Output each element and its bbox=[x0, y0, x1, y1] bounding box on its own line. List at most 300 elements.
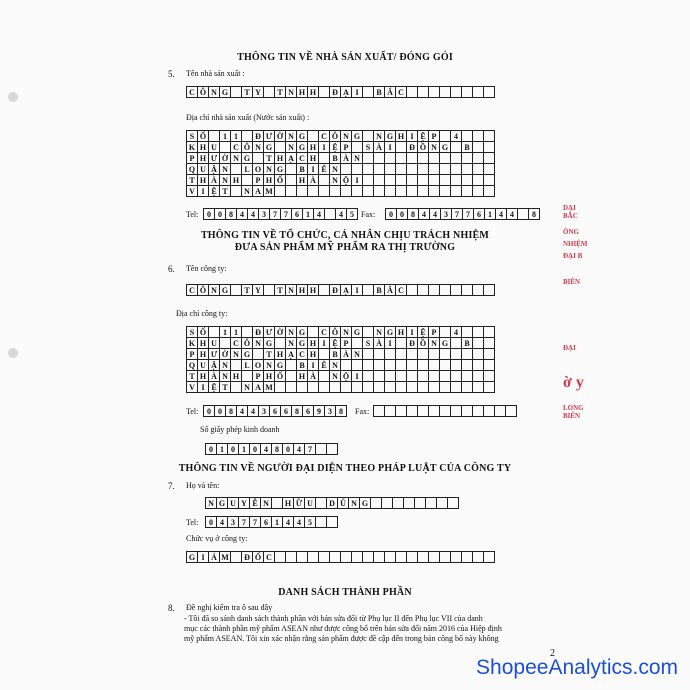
grid-cell: N bbox=[285, 86, 297, 98]
grid-cell: G bbox=[359, 497, 371, 509]
grid-cell: 1 bbox=[219, 326, 231, 338]
grid-cell: 1 bbox=[302, 208, 314, 220]
grid-cell: À bbox=[340, 152, 352, 164]
grid-cell: Ờ bbox=[219, 348, 231, 360]
grid-cell: H bbox=[307, 284, 319, 296]
grid-cell: B bbox=[296, 359, 308, 371]
grid-cell: T bbox=[241, 86, 253, 98]
grid-cell: S bbox=[186, 326, 198, 338]
grid-cell: I bbox=[307, 163, 319, 175]
grid-cell: P bbox=[252, 174, 264, 186]
grid-cell: 4 bbox=[293, 443, 305, 455]
grid-cell: Ắ bbox=[384, 86, 396, 98]
grid-cell: Ờ bbox=[219, 152, 231, 164]
business-license-label: Số giấy phép kinh doanh bbox=[200, 425, 280, 434]
grid-cell: Ê bbox=[318, 163, 330, 175]
grid-cell: T bbox=[186, 370, 198, 382]
grid-cell: B bbox=[296, 163, 308, 175]
grid-cell: 3 bbox=[440, 208, 452, 220]
grid-cell: 6 bbox=[473, 208, 485, 220]
grid-cell: H bbox=[395, 130, 407, 142]
grid-cell: P bbox=[340, 337, 352, 349]
grid-cell: Ố bbox=[252, 551, 264, 563]
grid-cell: T bbox=[263, 348, 275, 360]
grid-cell: N bbox=[241, 185, 253, 197]
manufacturer-fax-label: Fax: bbox=[361, 210, 376, 219]
grid-cell: I bbox=[307, 359, 319, 371]
grid-cell: 0 bbox=[249, 443, 261, 455]
grid-cell: 0 bbox=[227, 443, 239, 455]
grid-cell: B bbox=[329, 152, 341, 164]
grid-cell: H bbox=[307, 152, 319, 164]
company-name-label: Tên công ty: bbox=[186, 264, 227, 273]
manufacturer-fax-grid bbox=[385, 208, 539, 220]
grid-cell: T bbox=[219, 381, 231, 393]
grid-cell: B bbox=[329, 348, 341, 360]
grid-cell: M bbox=[219, 551, 231, 563]
grid-cell: 4 bbox=[247, 405, 259, 417]
grid-cell: C bbox=[318, 130, 330, 142]
grid-cell: I bbox=[351, 284, 363, 296]
grid-cell: Đ bbox=[252, 326, 264, 338]
manufacturer-address-grid bbox=[186, 130, 494, 196]
grid-cell: 7 bbox=[280, 208, 292, 220]
grid-cell: S bbox=[186, 130, 198, 142]
grid-cell: 1 bbox=[238, 443, 250, 455]
grid-cell: N bbox=[329, 163, 341, 175]
grid-cell: Ố bbox=[274, 174, 286, 186]
grid-cell: À bbox=[307, 174, 319, 186]
grid-cell: Ô bbox=[197, 86, 209, 98]
grid-cell: 7 bbox=[249, 516, 261, 528]
grid-cell: 8 bbox=[271, 443, 283, 455]
grid-cell: G bbox=[351, 130, 363, 142]
grid-cell: I bbox=[197, 185, 209, 197]
grid-cell: 7 bbox=[269, 208, 281, 220]
grid-cell: T bbox=[274, 284, 286, 296]
grid-cell: Ệ bbox=[208, 381, 220, 393]
grid-cell: H bbox=[197, 141, 209, 153]
grid-cell: I bbox=[197, 381, 209, 393]
grid-cell: 3 bbox=[258, 405, 270, 417]
grid-cell: C bbox=[186, 86, 198, 98]
declaration-line-1: - Tôi đã so sánh danh sách thành phần với bản sửa đổi từ Phụ lục II đến Phụ lục VII của danh bbox=[184, 614, 483, 623]
grid-cell: Ô bbox=[329, 326, 341, 338]
grid-cell: C bbox=[296, 348, 308, 360]
representative-name-grid bbox=[205, 497, 458, 509]
grid-cell: P bbox=[186, 152, 198, 164]
representative-position-grid bbox=[186, 551, 494, 563]
grid-cell: Ư bbox=[208, 152, 220, 164]
grid-cell: P bbox=[186, 348, 198, 360]
grid-cell: G bbox=[351, 326, 363, 338]
grid-cell: G bbox=[219, 86, 231, 98]
grid-cell: I bbox=[406, 326, 418, 338]
grid-cell: N bbox=[285, 326, 297, 338]
grid-cell: Q bbox=[186, 163, 198, 175]
grid-cell: T bbox=[274, 86, 286, 98]
grid-cell: 0 bbox=[205, 443, 217, 455]
grid-cell: Ũ bbox=[337, 497, 349, 509]
manufacturer-tel-grid bbox=[203, 208, 357, 220]
grid-cell: 4 bbox=[247, 208, 259, 220]
grid-cell: P bbox=[428, 130, 440, 142]
grid-cell: I bbox=[318, 337, 330, 349]
grid-cell: I bbox=[318, 141, 330, 153]
grid-cell: Ố bbox=[197, 326, 209, 338]
grid-cell: 1 bbox=[219, 130, 231, 142]
grid-cell: 1 bbox=[216, 443, 228, 455]
grid-cell: 7 bbox=[304, 443, 316, 455]
grid-cell: Ư bbox=[263, 130, 275, 142]
grid-cell: U bbox=[208, 141, 220, 153]
grid-cell: I bbox=[197, 551, 209, 563]
grid-cell: Ô bbox=[329, 130, 341, 142]
grid-cell: O bbox=[252, 359, 264, 371]
grid-cell: Ố bbox=[197, 130, 209, 142]
grid-cell: Ư bbox=[263, 326, 275, 338]
grid-cell: Ệ bbox=[208, 185, 220, 197]
address-line bbox=[186, 185, 494, 197]
grid-cell: H bbox=[263, 370, 275, 382]
grid-cell: I bbox=[384, 337, 396, 349]
grid-cell: 6 bbox=[302, 405, 314, 417]
representative-heading: THÔNG TIN VỀ NGƯỜI ĐẠI DIỆN THEO PHÁP LUẬT CỦA CÔNG TY bbox=[178, 463, 512, 474]
grid-cell: G bbox=[274, 163, 286, 175]
grid-cell: Đ bbox=[406, 337, 418, 349]
grid-cell: T bbox=[219, 185, 231, 197]
grid-cell: À bbox=[373, 141, 385, 153]
grid-cell: C bbox=[318, 326, 330, 338]
grid-cell: À bbox=[208, 370, 220, 382]
grid-cell: 8 bbox=[225, 405, 237, 417]
grid-cell: Đ bbox=[406, 141, 418, 153]
grid-cell: Ệ bbox=[329, 337, 341, 349]
grid-cell: Ồ bbox=[417, 337, 429, 349]
company-tel-label: Tel: bbox=[186, 407, 199, 416]
grid-cell bbox=[447, 497, 459, 509]
grid-cell: L bbox=[241, 359, 253, 371]
grid-cell: Ờ bbox=[274, 130, 286, 142]
grid-cell: Ậ bbox=[208, 359, 220, 371]
grid-cell: N bbox=[351, 152, 363, 164]
grid-cell: Ữ bbox=[293, 497, 305, 509]
check-box-instruction: Đề nghị kiểm tra ô sau đây bbox=[186, 603, 273, 612]
grid-cell: 4 bbox=[450, 130, 462, 142]
grid-cell: Ạ bbox=[285, 152, 297, 164]
grid-cell: G bbox=[241, 348, 253, 360]
grid-cell: Ồ bbox=[417, 141, 429, 153]
page-number: 2 bbox=[550, 648, 555, 659]
red-stamp-fragment: ờ y bbox=[563, 374, 584, 391]
grid-cell: 4 bbox=[450, 326, 462, 338]
grid-cell: 0 bbox=[385, 208, 397, 220]
grid-cell: N bbox=[348, 497, 360, 509]
grid-cell: I bbox=[406, 130, 418, 142]
grid-cell: G bbox=[241, 152, 253, 164]
grid-cell: À bbox=[307, 370, 319, 382]
grid-cell: N bbox=[329, 174, 341, 186]
red-stamp-fragment: ÔNG bbox=[563, 228, 579, 236]
grid-cell: G bbox=[296, 141, 308, 153]
grid-cell: G bbox=[296, 326, 308, 338]
grid-cell: C bbox=[296, 152, 308, 164]
red-stamp-fragment: DẠI BẮC bbox=[563, 204, 578, 220]
grid-cell bbox=[483, 284, 495, 296]
grid-cell: Đ bbox=[252, 130, 264, 142]
grid-cell: N bbox=[285, 337, 297, 349]
grid-cell: 4 bbox=[236, 208, 248, 220]
business-license-grid bbox=[205, 443, 337, 455]
grid-cell: U bbox=[197, 163, 209, 175]
grid-cell: C bbox=[230, 141, 242, 153]
grid-cell: G bbox=[219, 284, 231, 296]
grid-cell: L bbox=[241, 163, 253, 175]
grid-cell: G bbox=[439, 141, 451, 153]
grid-cell: Á bbox=[208, 551, 220, 563]
grid-cell: N bbox=[340, 130, 352, 142]
grid-cell: N bbox=[428, 141, 440, 153]
grid-cell: N bbox=[260, 497, 272, 509]
grid-cell: Q bbox=[186, 359, 198, 371]
grid-cell: 4 bbox=[418, 208, 430, 220]
grid-cell: 0 bbox=[203, 208, 215, 220]
grid-cell: N bbox=[208, 86, 220, 98]
red-stamp-fragment: LONG BIÊN bbox=[563, 404, 584, 420]
grid-cell: 4 bbox=[293, 516, 305, 528]
grid-cell: 8 bbox=[335, 405, 347, 417]
grid-cell: 4 bbox=[216, 516, 228, 528]
grid-cell: 6 bbox=[260, 516, 272, 528]
grid-cell: N bbox=[219, 163, 231, 175]
grid-cell: 9 bbox=[313, 405, 325, 417]
grid-cell: 3 bbox=[227, 516, 239, 528]
grid-cell: G bbox=[186, 551, 198, 563]
ingredients-heading: DANH SÁCH THÀNH PHẦN bbox=[278, 587, 412, 598]
grid-cell: K bbox=[186, 141, 198, 153]
grid-cell: H bbox=[307, 141, 319, 153]
grid-cell: P bbox=[340, 141, 352, 153]
grid-cell: C bbox=[395, 284, 407, 296]
grid-cell: U bbox=[197, 359, 209, 371]
grid-cell: T bbox=[186, 174, 198, 186]
grid-cell: Đ bbox=[329, 86, 341, 98]
grid-cell: S bbox=[362, 337, 374, 349]
section-6-number: 6. bbox=[168, 264, 175, 274]
grid-cell: H bbox=[197, 337, 209, 349]
grid-cell: N bbox=[285, 284, 297, 296]
manufacturer-heading: THÔNG TIN VỀ NHÀ SẢN XUẤT/ ĐÓNG GÓI bbox=[237, 52, 453, 63]
grid-cell: D bbox=[326, 497, 338, 509]
grid-cell: H bbox=[274, 152, 286, 164]
grid-cell: V bbox=[186, 381, 198, 393]
grid-cell: H bbox=[296, 174, 308, 186]
grid-cell: 6 bbox=[291, 208, 303, 220]
grid-cell: 0 bbox=[214, 405, 226, 417]
section-8-number: 8. bbox=[168, 603, 175, 613]
grid-cell: P bbox=[428, 326, 440, 338]
declaration-line-3: mỹ phẩm ASEAN. Tôi xin xác nhận rằng sản phẩm được đề cập đến trong bản công bố này không bbox=[184, 634, 499, 643]
grid-cell: I bbox=[384, 141, 396, 153]
grid-cell: 5 bbox=[304, 516, 316, 528]
grid-cell: À bbox=[340, 348, 352, 360]
grid-cell: H bbox=[307, 337, 319, 349]
grid-cell: 0 bbox=[214, 208, 226, 220]
grid-cell: G bbox=[384, 130, 396, 142]
grid-cell: Y bbox=[252, 86, 264, 98]
grid-cell: G bbox=[216, 497, 228, 509]
grid-cell: N bbox=[285, 141, 297, 153]
company-fax-label: Fax: bbox=[355, 407, 370, 416]
grid-cell: N bbox=[205, 497, 217, 509]
grid-cell: G bbox=[263, 141, 275, 153]
grid-cell bbox=[505, 405, 517, 417]
company-name-grid bbox=[186, 284, 494, 296]
grid-cell: À bbox=[373, 337, 385, 349]
grid-cell: Ệ bbox=[329, 141, 341, 153]
grid-cell: 4 bbox=[495, 208, 507, 220]
grid-cell: N bbox=[329, 359, 341, 371]
grid-cell: H bbox=[230, 174, 242, 186]
grid-cell: H bbox=[197, 152, 209, 164]
grid-cell: 7 bbox=[451, 208, 463, 220]
grid-cell: N bbox=[241, 381, 253, 393]
grid-cell: N bbox=[285, 130, 297, 142]
grid-cell: H bbox=[296, 86, 308, 98]
grid-cell: 8 bbox=[528, 208, 540, 220]
grid-cell: Ờ bbox=[274, 326, 286, 338]
grid-cell: N bbox=[373, 130, 385, 142]
grid-cell: U bbox=[227, 497, 239, 509]
grid-cell: U bbox=[304, 497, 316, 509]
grid-cell: C bbox=[186, 284, 198, 296]
grid-cell: H bbox=[307, 348, 319, 360]
grid-cell: H bbox=[307, 86, 319, 98]
grid-cell: Ô bbox=[241, 337, 253, 349]
grid-cell: V bbox=[186, 185, 198, 197]
red-stamp-fragment: ĐẠI bbox=[563, 344, 576, 352]
grid-cell: Ố bbox=[274, 370, 286, 382]
grid-cell: Ộ bbox=[340, 174, 352, 186]
grid-cell: Ạ bbox=[340, 284, 352, 296]
grid-cell: 6 bbox=[280, 405, 292, 417]
grid-cell: 4 bbox=[260, 443, 272, 455]
grid-cell: Ô bbox=[197, 284, 209, 296]
grid-cell: U bbox=[208, 337, 220, 349]
responsible-heading: THÔNG TIN VỀ TỔ CHỨC, CÁ NHÂN CHỊU TRÁCH NHIỆM bbox=[200, 230, 490, 241]
grid-cell: Ậ bbox=[208, 163, 220, 175]
company-tel-grid bbox=[203, 405, 346, 417]
grid-cell: 0 bbox=[205, 516, 217, 528]
grid-cell: I bbox=[351, 174, 363, 186]
company-address-grid bbox=[186, 326, 494, 392]
grid-cell: N bbox=[252, 337, 264, 349]
grid-cell: 4 bbox=[282, 516, 294, 528]
section-5-number: 5. bbox=[168, 69, 175, 79]
grid-cell: Đ bbox=[241, 551, 253, 563]
red-stamp-fragment: BIÊN bbox=[563, 278, 581, 286]
grid-cell: N bbox=[230, 348, 242, 360]
grid-cell: 8 bbox=[291, 405, 303, 417]
grid-cell: Đ bbox=[329, 284, 341, 296]
grid-cell: N bbox=[263, 359, 275, 371]
grid-cell: G bbox=[296, 130, 308, 142]
manufacturer-name-grid bbox=[186, 86, 494, 98]
punch-hole bbox=[8, 92, 18, 102]
grid-cell: G bbox=[384, 326, 396, 338]
grid-cell: Ô bbox=[241, 141, 253, 153]
address-line bbox=[186, 381, 494, 393]
grid-cell: 4 bbox=[236, 405, 248, 417]
grid-cell: H bbox=[197, 174, 209, 186]
grid-cell: 1 bbox=[271, 516, 283, 528]
red-stamp-fragment: NHIỆM bbox=[563, 240, 588, 248]
grid-cell: N bbox=[428, 337, 440, 349]
grid-cell: G bbox=[263, 337, 275, 349]
grid-cell: N bbox=[252, 141, 264, 153]
grid-cell: N bbox=[373, 326, 385, 338]
grid-cell: Ạ bbox=[340, 86, 352, 98]
grid-cell: Ê bbox=[318, 359, 330, 371]
grid-cell: N bbox=[219, 359, 231, 371]
grid-cell: Ạ bbox=[285, 348, 297, 360]
grid-cell: H bbox=[230, 370, 242, 382]
grid-cell: T bbox=[263, 152, 275, 164]
grid-cell: 5 bbox=[346, 208, 358, 220]
manufacturer-tel-label: Tel: bbox=[186, 210, 199, 219]
grid-cell: 1 bbox=[484, 208, 496, 220]
grid-cell: 0 bbox=[203, 405, 215, 417]
grid-cell: G bbox=[274, 359, 286, 371]
grid-cell: N bbox=[230, 152, 242, 164]
grid-cell bbox=[326, 443, 338, 455]
declaration-line-2: mục các thành phần mỹ phẩm ASEAN như được công bố trên bản sửa đổi năm 2016 của Hiệp định bbox=[184, 624, 502, 633]
grid-cell: H bbox=[197, 348, 209, 360]
grid-cell: G bbox=[439, 337, 451, 349]
grid-cell bbox=[483, 551, 495, 563]
grid-cell: B bbox=[461, 141, 473, 153]
representative-tel-grid bbox=[205, 516, 337, 528]
grid-cell: 3 bbox=[258, 208, 270, 220]
grid-cell: M bbox=[263, 185, 275, 197]
representative-position-label: Chức vụ ở công ty: bbox=[186, 534, 248, 543]
grid-cell: N bbox=[219, 174, 231, 186]
grid-cell: H bbox=[197, 370, 209, 382]
grid-cell: H bbox=[274, 348, 286, 360]
manufacturer-address-label: Địa chỉ nhà sản xuất (Nước sản xuất) : bbox=[186, 113, 310, 122]
grid-cell: 6 bbox=[269, 405, 281, 417]
grid-cell: I bbox=[351, 370, 363, 382]
grid-cell: 8 bbox=[225, 208, 237, 220]
grid-cell: K bbox=[186, 337, 198, 349]
grid-cell: H bbox=[395, 326, 407, 338]
grid-cell: 3 bbox=[324, 405, 336, 417]
grid-cell: 4 bbox=[335, 208, 347, 220]
grid-cell: A bbox=[252, 185, 264, 197]
grid-cell: 1 bbox=[230, 130, 242, 142]
grid-cell bbox=[326, 516, 338, 528]
grid-cell: 1 bbox=[230, 326, 242, 338]
grid-cell: N bbox=[351, 348, 363, 360]
grid-cell: G bbox=[296, 337, 308, 349]
grid-cell: M bbox=[263, 381, 275, 393]
red-stamp-fragment: ĐẠI B bbox=[563, 252, 583, 260]
grid-cell: I bbox=[351, 86, 363, 98]
grid-cell: B bbox=[461, 337, 473, 349]
grid-cell: H bbox=[263, 174, 275, 186]
grid-cell: 7 bbox=[238, 516, 250, 528]
grid-cell: C bbox=[263, 551, 275, 563]
